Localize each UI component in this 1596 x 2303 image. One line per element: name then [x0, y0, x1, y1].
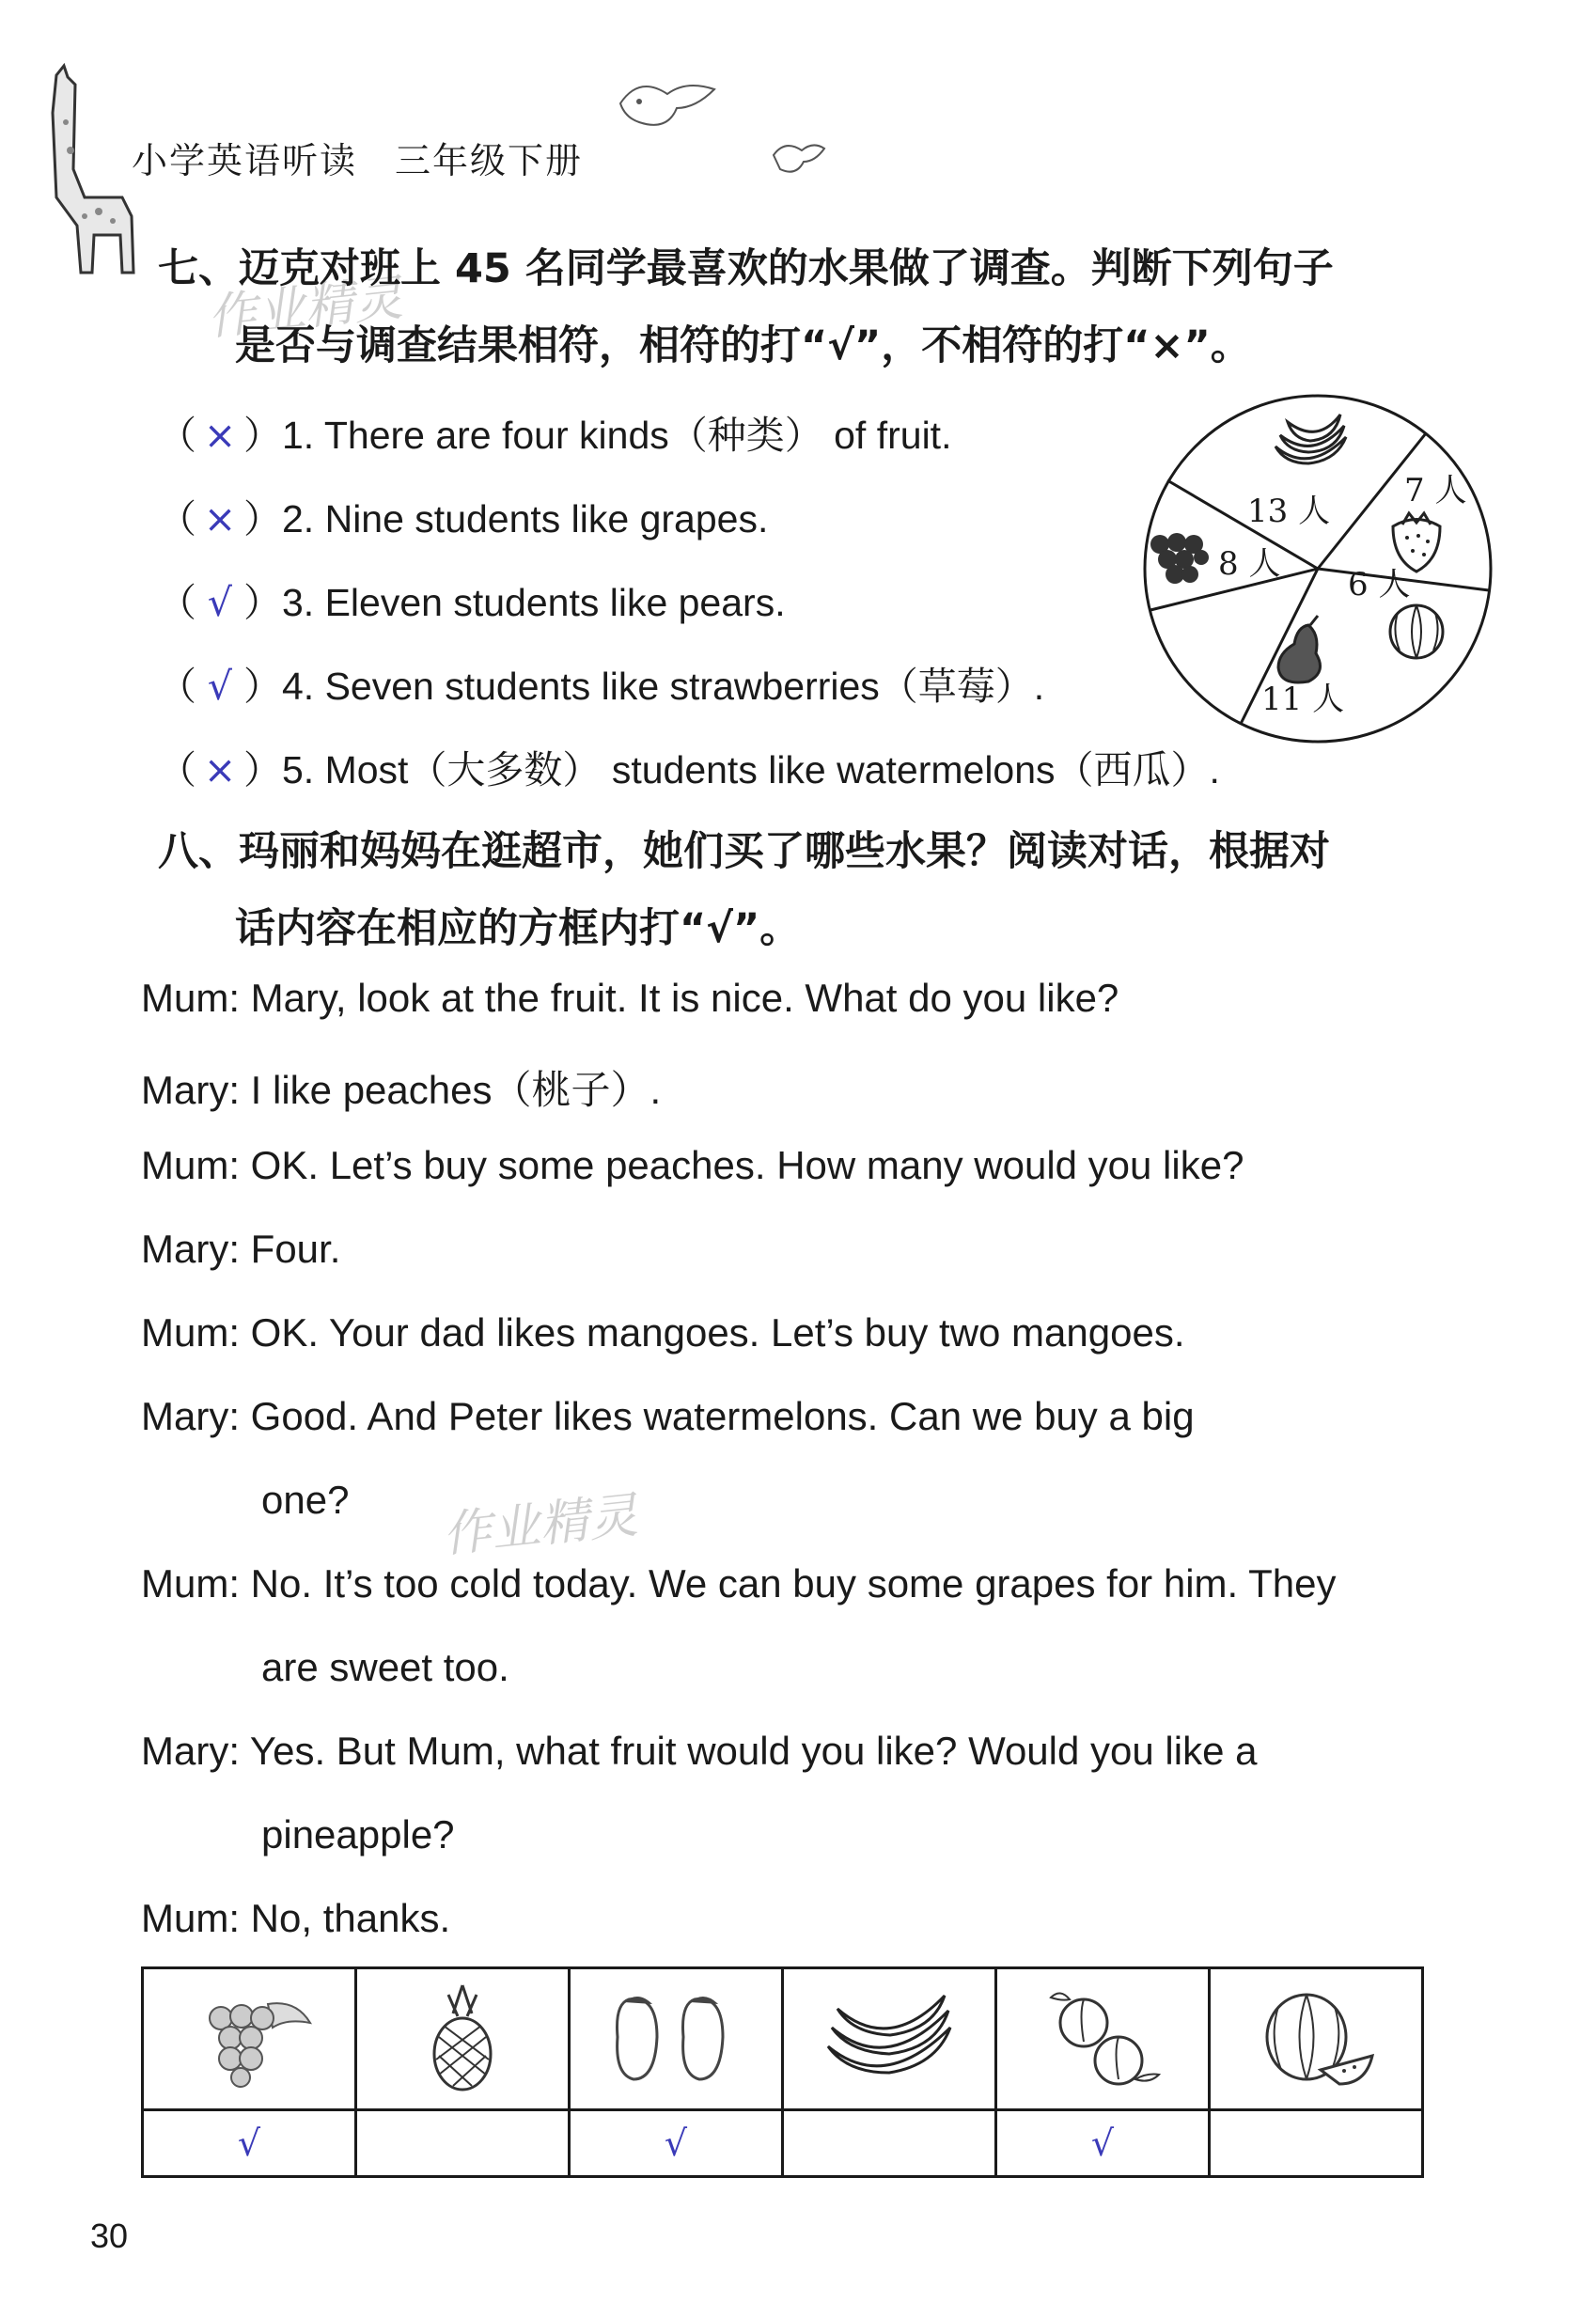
section7-title-line1: 七、迈克对班上 45 名同学最喜欢的水果做了调查。判断下列句子	[158, 245, 1334, 292]
pie-label-strawberry: 7 人	[1404, 472, 1467, 509]
mango-icon	[601, 1985, 751, 2089]
dialogue-continuation: are sweet too.	[261, 1645, 509, 1689]
dialogue-line	[141, 1561, 1336, 1606]
speaker: Mary:	[141, 1394, 240, 1438]
dialogue-text: Mary, look at the fruit. It is nice. What do you like?	[250, 976, 1119, 1020]
question-text: 4. Seven students like strawberries（草莓）.	[282, 665, 1045, 708]
dialogue-line	[141, 1729, 1257, 1774]
fruit-pie-chart	[1139, 390, 1496, 747]
answer-cell: √	[570, 2110, 783, 2177]
dialogue-text: OK. Your dad likes mangoes. Let’s buy two mangoes.	[250, 1310, 1185, 1355]
dialogue-line	[141, 1394, 1195, 1439]
header-title: 小学英语听读 三年级下册	[132, 140, 584, 181]
bird-icon	[611, 66, 733, 150]
fruit-cell	[1210, 1968, 1423, 2110]
banana-icon	[819, 1990, 960, 2084]
dialogue-line	[141, 1227, 340, 1272]
speaker: Mary:	[141, 1729, 240, 1773]
pineapple-icon	[415, 1981, 509, 2093]
answer-cell: √	[143, 2110, 356, 2177]
dialogue-text: No. It’s too cold today. We can buy some grapes for him. They	[250, 1561, 1337, 1606]
question-4: （ √ ）4. Seven students like strawberries（草莓）.	[158, 664, 1045, 709]
page-number: 30	[90, 2217, 129, 2255]
answer-mark: √	[207, 580, 233, 625]
bird-icon	[766, 132, 832, 183]
answer-cell	[783, 2110, 996, 2177]
watermark: 作业精灵	[440, 1487, 641, 1564]
answer-mark: ×	[203, 496, 237, 541]
speaker: Mum:	[141, 1310, 240, 1355]
section7-title-line2: 是否与调查结果相符，相符的打“√”，不相符的打“×”。	[235, 322, 1251, 369]
pie-label-banana: 13 人	[1247, 493, 1331, 530]
dialogue-line	[141, 1143, 1244, 1188]
fruit-cell	[996, 1968, 1210, 2110]
answer-mark: √	[207, 664, 233, 709]
dialogue-continuation: pineapple?	[261, 1812, 455, 1856]
fruit-cell	[570, 1968, 783, 2110]
question-text: 5. Most（大多数） students like watermelons（西瓜）.	[282, 748, 1220, 791]
dialogue-line	[141, 1059, 661, 1116]
watermelon-icon	[1390, 605, 1443, 658]
dialogue-continuation: one?	[261, 1478, 350, 1522]
answer-cell	[356, 2110, 570, 2177]
section8-title-line1: 八、玛丽和妈妈在逛超市，她们买了哪些水果？阅读对话，根据对	[158, 828, 1330, 875]
answer-cell	[1210, 2110, 1423, 2177]
dialogue-text: Good. And Peter likes watermelons. Can we buy a big	[250, 1394, 1195, 1438]
dialogue-text: I like peaches（桃子）.	[250, 1068, 662, 1112]
question-5: （ × ）5. Most（大多数） students like watermelons（西瓜）.	[158, 747, 1220, 792]
fruit-cell	[143, 1968, 356, 2110]
dialogue-text: Four.	[250, 1227, 341, 1271]
dialogue-text: No, thanks.	[250, 1896, 451, 1940]
question-2: （ × ）2. Nine students like grapes.	[158, 496, 769, 541]
speaker: Mary:	[141, 1068, 240, 1112]
answer-mark: ×	[203, 413, 237, 458]
peach-icon	[1032, 1981, 1173, 2093]
grapes-icon	[183, 1985, 315, 2089]
question-3: （ √ ）3. Eleven students like pears.	[158, 580, 786, 625]
dialogue-text: Yes. But Mum, what fruit would you like? Would you like a	[249, 1729, 1258, 1773]
speaker: Mum:	[141, 976, 240, 1020]
answer-mark: ×	[203, 747, 237, 792]
question-text: 1. There are four kinds（种类） of fruit.	[282, 414, 952, 457]
speaker: Mary:	[141, 1227, 240, 1271]
fruit-cell	[356, 1968, 570, 2110]
pie-label-pear: 11 人	[1261, 681, 1345, 718]
question-text: 3. Eleven students like pears.	[282, 581, 786, 624]
question-text: 2. Nine students like grapes.	[282, 497, 769, 540]
question-1: （ × ）1. There are four kinds（种类） of fruit.	[158, 413, 952, 458]
speaker: Mum:	[141, 1561, 240, 1606]
speaker: Mum:	[141, 1143, 240, 1187]
fruit-cell	[783, 1968, 996, 2110]
fruit-answer-table	[141, 1966, 1424, 2178]
dialogue-text: OK. Let’s buy some peaches. How many would you like?	[250, 1143, 1244, 1187]
dialogue-line	[141, 976, 1119, 1021]
watermelon-icon	[1255, 1981, 1377, 2093]
pie-label-watermelon: 6 人	[1348, 566, 1411, 603]
pie-label-grapes: 8 人	[1218, 545, 1281, 583]
speaker: Mum:	[141, 1896, 240, 1940]
section8-title-line2: 话内容在相应的方框内打“√”。	[235, 905, 801, 952]
dialogue-line	[141, 1310, 1185, 1355]
answer-cell: √	[996, 2110, 1210, 2177]
watermark: 作业精灵	[205, 270, 406, 347]
dialogue-line	[141, 1896, 450, 1941]
